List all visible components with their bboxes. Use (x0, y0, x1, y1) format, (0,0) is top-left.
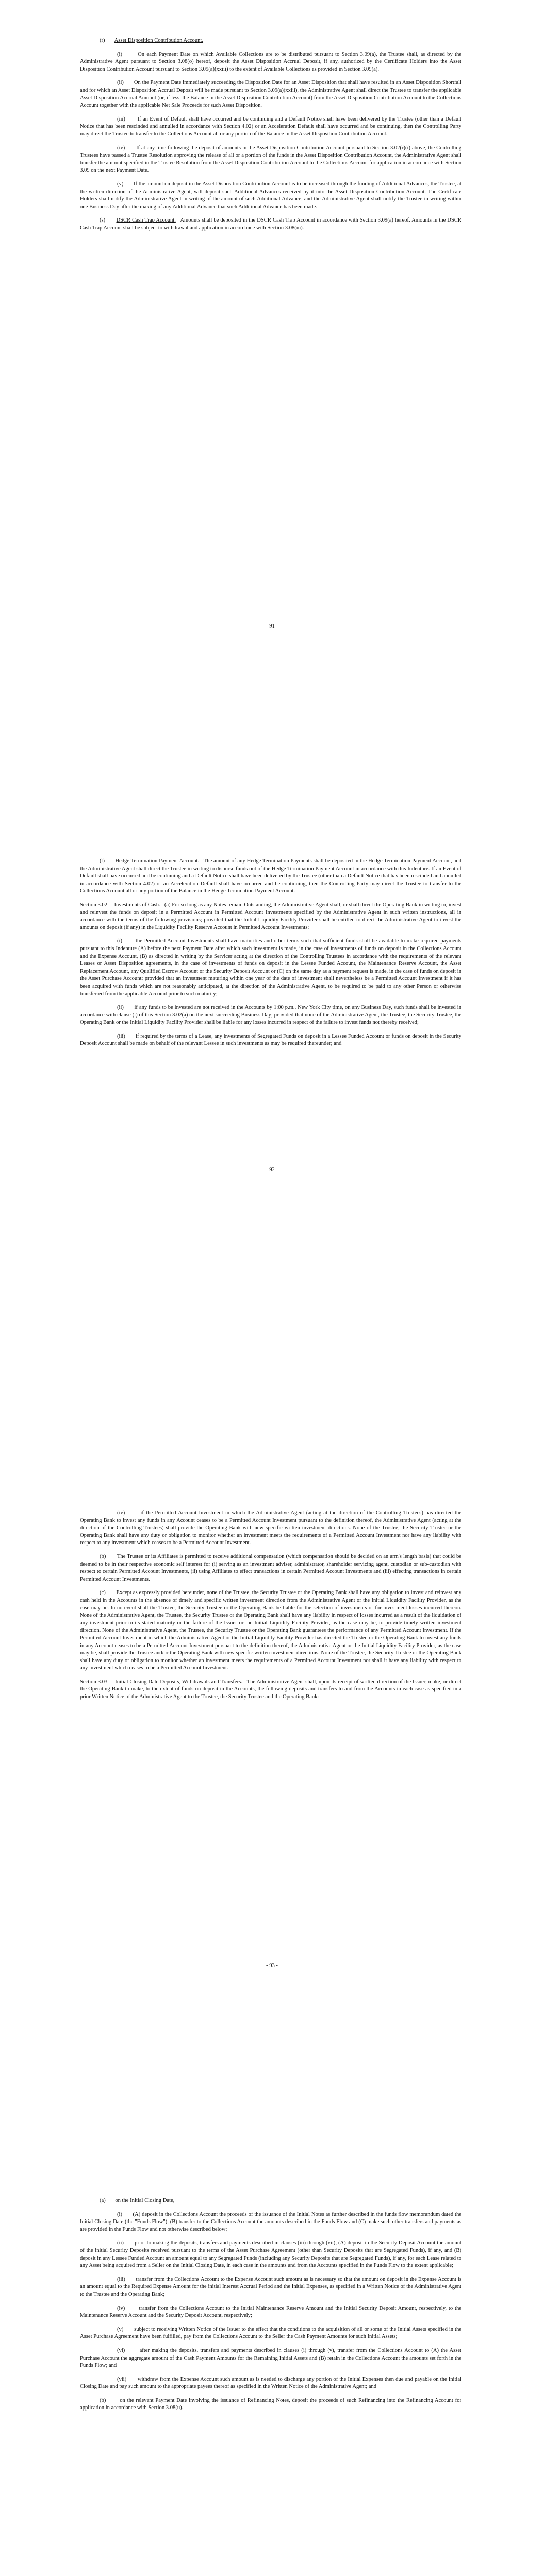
section-3-03: Section 3.03 Initial Closing Date Deposits, Withdrawals and Transfers. The Administrative Agent shall, upon its receipt of written direction of the Issuer, make, or direct the Operating Bank to make, to the extent of funds on deposit in the Accounts, the following deposits and transfers to and from the Accounts in each case as specified in a prior Written Notice of the Administrative Agent to the Trustee, the Security Trustee and the Operating Bank: (80, 1679, 461, 1700)
para-3-03-a-iv: (iv) transfer from the Collections Account to the Initial Maintenance Reserve Amount and the Initial Security Deposit Amount, respectively, to the Maintenance Reserve Account and the Security Deposit Account, respectively; (80, 2305, 461, 2319)
page-94 (0, 2110, 544, 2576)
heading-dscr-cash-trap-account: DSCR Cash Trap Account. (116, 217, 176, 224)
para-3-03-a-ii: (ii) prior to making the deposits, transfers and payments described in clauses (iii) through (vii), (A) deposit in the Security Deposit Account the amount of the initial Security Deposits received pursuant to the terms of the Asset Purchase Agreement (other than Security Deposits that are Segregated Funds), if any, and (B) deposit in any Lessee Funded Account an amount equal to any Segregated Funds (including any Security Deposits that are Segregated Funds), if any, for each Lease related to any Asset being acquired from a Seller on the Initial Closing Date, in each case in the amounts and from the Accounts specified in the Funds Flow to the extent applicable; (80, 2240, 461, 2269)
para-r: (r) Asset Disposition Contribution Account. (100, 38, 204, 43)
para-s: (s) DSCR Cash Trap Account. Amounts shall be deposited in the DSCR Cash Trap Account in accordance with Section 3.09(a) hereof. Amounts in the DSCR Cash Trap Account shall be subject to withdrawal and application in accordance with Section 3.08(m). (80, 217, 461, 231)
heading-asset-disposition-contribution-account: Asset Disposition Contribution Account. (114, 38, 204, 43)
page-number: - 92 - (266, 1167, 278, 1173)
para-3-02-c: (c) Except as expressly provided hereunder, none of the Trustee, the Security Trustee or the Operating Bank shall have any obligation to invest and reinvest any cash held in the Accounts in the absence of timely and specific written investment direction from the Administrative Agent or the Initial Liquidity Facility Provider, as the case may be. In no event shall the Trustee, the Security Trustee or the Operating Bank be liable for the selection of investments or for investment losses incurred thereon. None of the Administrative Agent, the Trustee, the Security Trustee or the Operating Bank shall have any liability in respect of losses incurred as a result of the liquidation of any investment prior to its stated maturity or the failure of the Issuer or the Initial Liquidity Facility Provider, as the case may be, to provide timely written investment direction. None of the Administrative Agent, the Trustee, the Security Trustee or the Operating Bank guarantees the performance of any Permitted Account Investment. If the Permitted Account Investment in which the Administrative Agent or the Initial Liquidity Facility Provider has directed the Trustee or the Operating Bank to invest any funds in any Account ceases to be a Permitted Account Investment pursuant to the definition thereof, the Administrative Agent or the Initial Liquidity Facility Provider, as the case may be, shall provide the Trustee and/or the Operating Bank with new specific written investment directions. None of the Trustee, the Security Trustee or the Operating Bank shall have any duty or obligation to monitor whether an investment meets the requirements of a Permitted Account Investment nor shall it have any liability with respect to any investment which ceases to be a Permitted Account Investment. (80, 1590, 461, 1671)
para-r-v: (v) If the amount on deposit in the Asset Disposition Contribution Account is to be increased through the funding of Additional Advances, the Trustee, at the written direction of the Administrative Agent, will deposit such Additional Advances received by it into the Asset Disposition Contribution Account. The Certificate Holders shall notify the Administrative Agent in writing of the amount of such Additional Advance, and the Administrative Agent shall notify the Trustee in writing within one Business Day after the making of any Additional Advance that such Additional Advance has been made. (80, 181, 461, 210)
para-r-ii: (ii) On the Payment Date immediately succeeding the Disposition Date for an Asset Disposition that shall have resulted in an Asset Disposition Shortfall and for which an Asset Disposition Accrual Deposit will be made pursuant to Section 3.09(a)(xxiii), the Administrative Agent shall direct the Trustee to transfer the applicable Asset Disposition Accrual Amount (or, if less, the Balance in the Asset Disposition Contribution Account) from the Asset Disposition Contribution Account to the Collections Account together with the applicable Net Sale Proceeds for such Asset Disposition. (80, 80, 461, 109)
para-3-02-a-iv: (iv) if the Permitted Account Investment in which the Administrative Agent (acting at the direction of the Controlling Trustees) has directed the Operating Bank to invest any funds in any Account ceases to be a Permitted Account Investment pursuant to the definition thereof, the Administrative Agent (acting at the direction of the Controlling Trustees) shall provide the Operating Bank with new specific written investment directions. None of the Trustee, the Security Trustee or the Operating Bank shall have any duty or obligation to monitor whether an investment meets the requirements of a Permitted Account Investment nor have any liability with respect to any investment which ceases to be a Permitted Account Investment. (80, 1510, 461, 1546)
para-t: (t) Hedge Termination Payment Account. The amount of any Hedge Termination Payments shall be deposited in the Hedge Termination Payment Account, and the Administrative Agent shall direct the Trustee in writing to disburse funds out of the Hedge Termination Payment Account in accordance with this Indenture. If an Event of Default shall have occurred and be continuing and a Default Notice shall have been delivered by the Trustee (other than a Default Notice that has been rescinded and annulled in accordance with Section 4.02) or an Acceleration Default shall have occurred and be continuing, then the Controlling Party may direct the Trustee to transfer to the Collections Account all or any portion of the Balance in the Hedge Termination Payment Account. (80, 858, 461, 894)
heading-initial-closing-date-deposits: Initial Closing Date Deposits, Withdrawals and Transfers. (115, 1679, 242, 1685)
para-3-02-a-ii: (ii) if any funds to be invested are not received in the Accounts by 1:00 p.m., New York City time, on any Business Day, such funds shall be invested in accordance with clause (i) of this Section 3.02(a) on the next succeeding Business Day; provided that none of the Administrative Agent, the Trustee, the Security Trustee, the Operating Bank or the Initial Liquidity Facility Provider shall be liable for any losses incurred in respect of the failure to invest funds not thereby received; (80, 1005, 461, 1026)
page-92 (0, 703, 544, 1406)
heading-hedge-termination-payment-account: Hedge Termination Payment Account. (115, 858, 200, 864)
para-3-02-a-iii: (iii) if required by the terms of a Lease, any investments of Segregated Funds on deposit in a Lessee Funded Account or funds on deposit in the Security Deposit Account shall be made on behalf of the relevant Lessee in such investments as may be required thereunder; and (80, 1033, 461, 1047)
para-3-03-a-vi: (vi) after making the deposits, transfers and payments described in clauses (i) through (v), transfer from the Collections Account to (A) the Asset Purchase Account the aggregate amount of the Cash Payment Amounts for the Remaining Initial Assets and (B) retain in the Collections Account the amounts set forth in the Funds Flow; and (80, 2347, 461, 2369)
section-3-02: Section 3.02 Investments of Cash. (a) For so long as any Notes remain Outstanding, the Administrative Agent shall, or shall direct the Operating Bank in writing to, invest and reinvest the funds on deposit in a Permitted Account in Permitted Account Investments specified by the Administrative Agent in such written instructions, all in accordance with the terms of the following provisions; provided that the Initial Liquidity Facility Provider shall be entitled to direct the Administrative Agent to invest the amounts on deposit (if any) in the Liquidity Facility Reserve Account in Permitted Account Investments: (80, 902, 462, 930)
heading-investments-of-cash: Investments of Cash. (114, 902, 160, 908)
para-3-03-a-iii: (iii) transfer from the Collections Account to the Expense Account such amount as is necessary so that the amount on deposit in the Expense Account is an amount equal to the Required Expense Amount for the initial Interest Accrual Period and the Initial Expenses, as specified in a Written Notice of the Administrative Agent to the Trustee and the Operating Bank; (80, 2276, 461, 2297)
para-3-02-b: (b) The Trustee or its Affiliates is permitted to receive additional compensation (which compensation should be decided on an arm's length basis) that could be deemed to be in their respective economic self interest for (i) serving as an investment adviser, administrator, shareholder servicing agent, custodian or sub-custodian with respect to certain Permitted Account Investments, (ii) using Affiliates to effect transactions in certain Permitted Account Investments and (iii) effecting transactions in certain Permitted Account Investments. (80, 1553, 461, 1582)
page-number: - 91 - (266, 623, 278, 629)
page-93 (0, 1406, 544, 2110)
para-r-iv: (iv) If at any time following the deposit of amounts in the Asset Disposition Contribution Account pursuant to Section 3.02(r)(i) above, the Controlling Trustees have passed a Trustee Resolution approving the release of all or a portion of the funds in the Asset Disposition Contribution Account, the Administrative Agent shall transfer the amount specified in the Trustee Resolution from the Asset Disposition Contribution Account to the Collections Account for application in accordance with Section 3.09 on the next Payment Date. (80, 145, 461, 174)
para-r-iii: (iii) If an Event of Default shall have occurred and be continuing and a Default Notice shall have been delivered by the Trustee (other than a Default Notice that has been rescinded and annulled in accordance with Section 4.02) or an Acceleration Default shall have occurred and be continuing, then the Controlling Party may direct the Trustee to transfer to the Collections Account all or any portion of the Balance in the Asset Disposition Contribution Account. (80, 116, 461, 137)
page-91 (0, 0, 544, 703)
page-number: - 93 - (266, 1963, 278, 1969)
para-r-i: (i) On each Payment Date on which Available Collections are to be distributed pursuant to Section 3.09(a), the Trustee shall, as directed by the Administrative Agent pursuant to Section 3.08(o) hereof, deposit the Asset Disposition Accrual Deposit, if any, authorized by the Certificate Holders into the Asset Disposition Contribution Account pursuant to Section 3.09(a)(xxiii) to the extent of Available Collections as provided in Section 3.09(a). (80, 51, 461, 72)
para-3-03-a-vii: (vii) withdraw from the Expense Account such amount as is needed to discharge any portion of the Initial Expenses then due and payable on the Initial Closing Date and pay such amount to the appropriate payees thereof as specified in the Written Notice of the Administrative Agent; and (80, 2376, 461, 2390)
para-3-03-a: (a) on the Initial Closing Date, (100, 2198, 175, 2204)
para-3-02-a-i: (i) the Permitted Account Investments shall have maturities and other terms such that sufficient funds shall be available to make required payments pursuant to this Indenture (A) before the next Payment Date after which such investment is made, in the case of investments of funds on deposit in the Collections Account and the Expense Account, (B) as directed in writing by the Servicer acting at the direction of the Controlling Trustees in accordance with the requirements of the relevant Leases or Asset Disposition agreements, in the case of investments of funds on deposit in the Lessee Funded Account, the Maintenance Reserve Account, the Asset Replacement Account, any Qualified Escrow Account or the Security Deposit Account or (C) on the same day as a payment request is made, in the case of funds on deposit in the Asset Purchase Account; provided that an investment maturing within one year of the date of investment shall nevertheless be a Permitted Account Investment if it has been acquired with funds which are not reasonably anticipated, at the direction of the Administrative Agent, to be required to be paid to any other Person or otherwise transferred from the applicable Account prior to such maturity; (80, 938, 462, 997)
para-3-03-b: (b) on the relevant Payment Date involving the issuance of Refinancing Notes, deposit the proceeds of such Refinancing into the Refinancing Account for application in accordance with Section 3.08(u). (80, 2397, 461, 2411)
para-3-03-a-v: (v) subject to receiving Written Notice of the Issuer to the effect that the conditions to the acquisition of all or some of the Initial Assets specified in the Asset Purchase Agreement have been fulfilled, pay from the Collections Account to the Seller the Cash Payment Amounts for such Initial Assets; (80, 2326, 462, 2340)
para-3-03-a-i: (i) (A) deposit in the Collections Account the proceeds of the issuance of the Initial Notes as further described in the funds flow memorandum dated the Initial Closing Date (the "Funds Flow"), (B) transfer to the Collections Account the amounts described in the Funds Flow and (C) make such other transfers and payments as are provided in the Funds Flow and not otherwise described below; (80, 2211, 461, 2232)
